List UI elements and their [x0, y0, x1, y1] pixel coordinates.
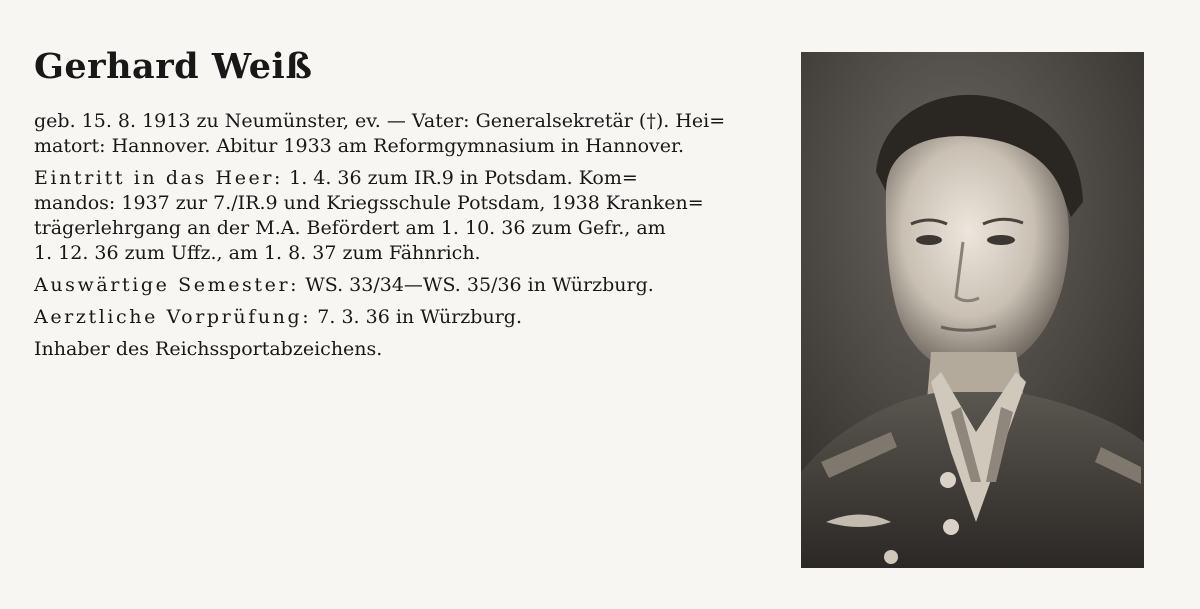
army-entry-paragraph — [34, 166, 769, 266]
text-line: mandos: 1937 zur 7./IR.9 und Kriegsschule Potsdam, 1938 Kranken= — [34, 191, 704, 214]
semester-text: WS. 33/34—WS. 35/36 in Würzburg. — [299, 273, 654, 296]
preliminary-exam-heading: Aerztliche Vorprüfung: — [34, 305, 312, 328]
semester-heading: Auswärtige Semester: — [34, 273, 300, 296]
birth-paragraph — [34, 109, 769, 159]
preliminary-exam-paragraph — [34, 305, 769, 330]
person-name: Gerhard Weiß — [34, 46, 313, 87]
text-line: 1. 12. 36 zum Uffz., am 1. 8. 37 zum Fähnrich. — [34, 241, 481, 264]
portrait-image — [801, 52, 1144, 568]
text-line — [34, 166, 769, 191]
text-line: trägerlehrgang an der M.A. Befördert am 1. 10. 36 zum Gefr., am — [34, 216, 666, 239]
text-line: geb. 15. 8. 1913 zu Neumünster, ev. — Vater: Generalsekretär (†). Hei= — [34, 109, 726, 132]
text-line: Inhaber des Reichssportabzeichens. — [34, 337, 383, 360]
text-line — [34, 305, 769, 330]
award-paragraph — [34, 337, 769, 362]
semester-paragraph — [34, 273, 769, 298]
portrait-photo — [801, 52, 1144, 568]
text-line: matort: Hannover. Abitur 1933 am Reformgymnasium in Hannover. — [34, 134, 685, 157]
text-line — [34, 273, 769, 298]
biography-text — [34, 48, 769, 369]
army-entry-heading: Eintritt in das Heer: — [34, 166, 284, 189]
preliminary-exam-text: 7. 3. 36 in Würzburg. — [311, 305, 522, 328]
army-entry-text: 1. 4. 36 zum IR.9 in Potsdam. Kom= — [283, 166, 638, 189]
